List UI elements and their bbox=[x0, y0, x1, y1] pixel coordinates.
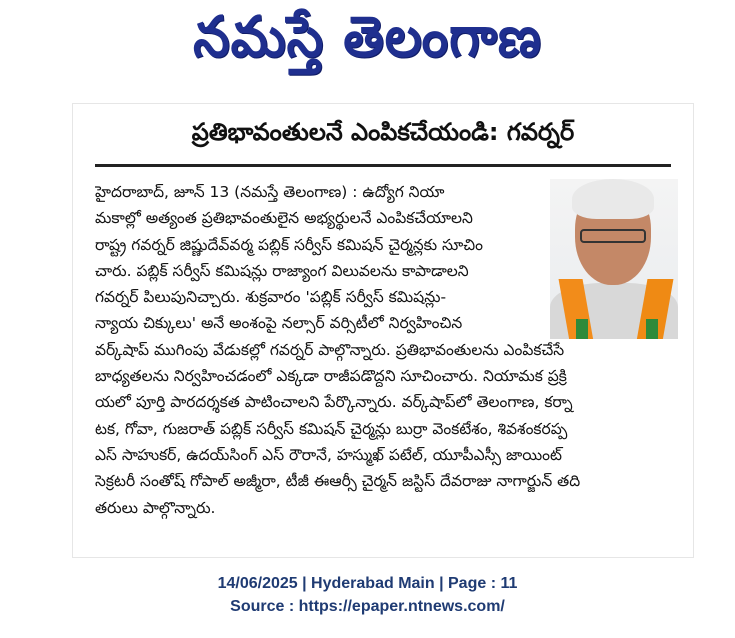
article-line: తరులు పాల్గొన్నారు. bbox=[95, 498, 216, 517]
article-line: టక, గోవా, గుజరాత్ పబ్లిక్ సర్వీస్ కమిషన్ చైర్మన్లు బుర్రా వెంకటేశం, శివశంకరప్ప bbox=[95, 419, 568, 438]
article-clipping bbox=[72, 103, 694, 558]
article-line: ఎస్ సాహుకర్, ఉదయ్‌సింగ్ ఎస్ రౌరానే, హస్ముఖ్ పటేల్, యూపీఎస్సీ జాయింట్ bbox=[95, 445, 562, 464]
publication-info: 14/06/2025 | Hyderabad Main | Page : 11 bbox=[217, 575, 518, 592]
newspaper-logo: నమస్తే తెలంగాణ bbox=[193, 4, 542, 70]
article-line: హైదరాబాద్, జూన్ 13 (నమస్తే తెలంగాణ) : ఉద్యోగ నియా bbox=[95, 183, 445, 201]
article-body bbox=[95, 179, 675, 521]
article-line: సెక్రటరీ సంతోష్ గోపాల్ అజ్మీరా, టీజీ ఈఆర్సీ చైర్మన్ జస్టిస్ దేవరాజు నాగార్జున్ తది bbox=[95, 472, 581, 491]
masthead bbox=[0, 0, 735, 88]
article-line: గవర్నర్ పిలుపునిచ్చారు. శుక్రవారం 'పబ్లిక్ సర్వీస్ కమిషన్లు- bbox=[95, 288, 447, 307]
article-line: న్యాయ చిక్కులు' అనే అంశంపై నల్సార్ వర్సిటీలో నిర్వహించిన bbox=[95, 314, 463, 333]
article-line: రాష్ట్ర గవర్నర్ జిష్ణుదేవ్‌వర్మ పబ్లిక్ సర్వీస్ కమిషన్ చైర్మన్లకు సూచిం bbox=[95, 235, 483, 254]
source-link[interactable]: Source : https://epaper.ntnews.com/ bbox=[230, 598, 505, 615]
article-line: బాధ్యతలను నిర్వహించడంలో ఎక్కడా రాజీపడొద్దని సూచించారు. నియామక ప్రక్రి bbox=[95, 367, 567, 386]
article-line: వర్క్‌షాప్ ముగింపు వేడుకల్లో గవర్నర్ పాల్గొన్నారు. ప్రతిభావంతులను ఎంపికచేసే bbox=[95, 340, 565, 359]
article-line: యలో పూర్తి పారదర్శకత పాటించాలని పేర్కొన్నారు. వర్క్‌షాప్‌లో తెలంగాణ, కర్నా bbox=[95, 393, 573, 412]
article-line: మకాల్లో అత్యంత ప్రతిభావంతులైన అభ్యర్థులనే ఎంపికచేయాలని bbox=[95, 209, 473, 228]
article-headline: ప్రతిభావంతులనే ఎంపికచేయండి: గవర్నర్ bbox=[191, 118, 575, 146]
article-line: చారు. పబ్లిక్ సర్వీస్ కమిషన్లు రాజ్యాంగ విలువలను కాపాడాలని bbox=[95, 261, 469, 280]
headline-rule bbox=[95, 164, 671, 167]
